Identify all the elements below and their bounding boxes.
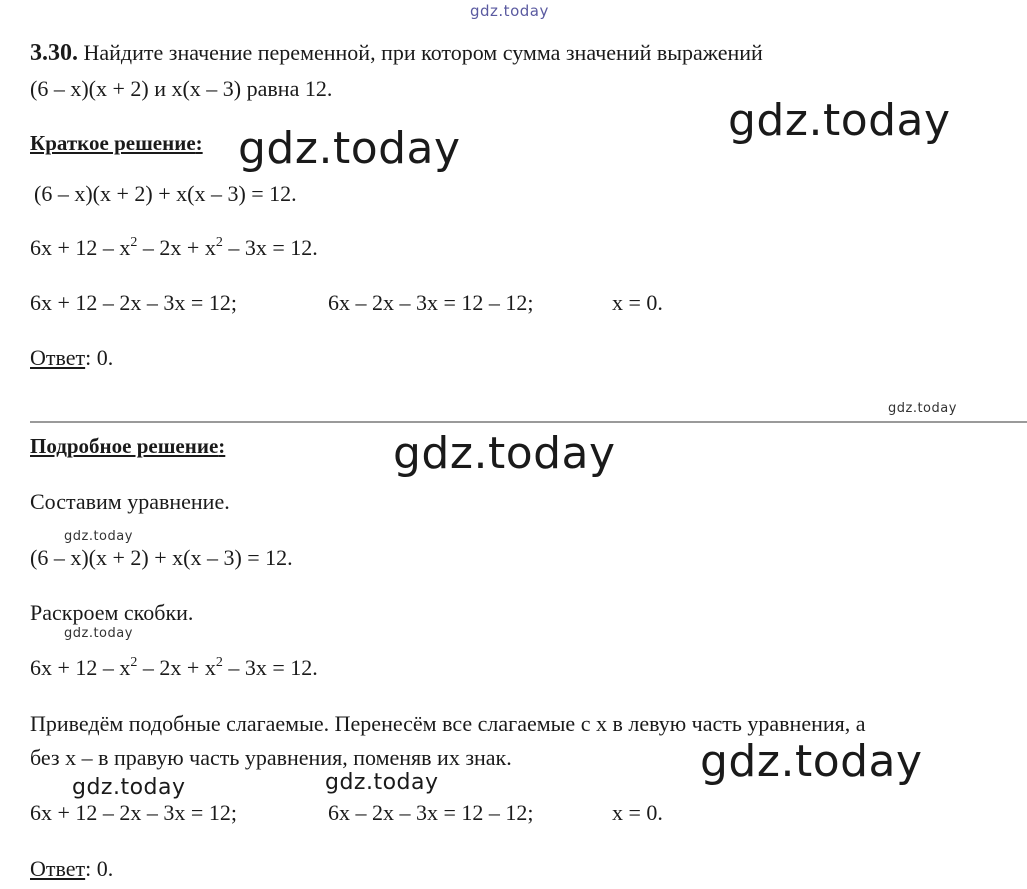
section-divider <box>30 421 1027 423</box>
detailed-equation-3b: 6x – 2x – 3x = 12 – 12; <box>328 800 534 825</box>
answer-label: Ответ <box>30 345 86 370</box>
eq-part: – 3x = 12. <box>222 235 318 260</box>
detailed-step-3-line1: Приведём подобные слагаемые. Перенесём все слагаемые с x в левую часть уравнения, а <box>30 711 866 736</box>
short-equation-2 <box>30 235 318 261</box>
short-answer <box>30 345 113 371</box>
short-equation-3c: x = 0. <box>612 290 663 315</box>
detailed-equation-2 <box>30 655 318 681</box>
watermark-large-right: gdz.today <box>728 95 951 146</box>
eq-part: – 2x + x <box>137 655 216 680</box>
detailed-answer <box>30 856 113 882</box>
exponent: 2 <box>215 655 223 670</box>
short-equation-1: (6 – x)(x + 2) + x(x – 3) = 12. <box>34 181 297 206</box>
watermark-large-center: gdz.today <box>393 428 616 479</box>
problem-statement-line1 <box>30 40 763 66</box>
detailed-solution-heading <box>30 434 225 459</box>
watermark-small-divider: gdz.today <box>888 401 957 416</box>
short-heading-colon: : <box>195 131 203 155</box>
short-solution-heading <box>30 131 203 156</box>
watermark-small-2: gdz.today <box>64 626 133 641</box>
detailed-equation-1: (6 – x)(x + 2) + x(x – 3) = 12. <box>30 545 293 570</box>
detailed-step-3-line2: без x – в правую часть уравнения, поменяв их знак. <box>30 745 512 770</box>
watermark-large-left: gdz.today <box>238 123 461 174</box>
watermark-small-1: gdz.today <box>64 529 133 544</box>
eq-part: – 2x + x <box>137 235 216 260</box>
detailed-step-2: Раскроем скобки. <box>30 600 194 625</box>
problem-number: 3.30. <box>30 40 78 66</box>
detailed-equation-3c: x = 0. <box>612 800 663 825</box>
answer-value: : 0. <box>85 345 114 370</box>
watermark-mid-2: gdz.today <box>325 770 439 795</box>
eq-part: – 3x = 12. <box>222 655 318 680</box>
answer-value: : 0. <box>85 856 114 881</box>
watermark-large-bottom: gdz.today <box>700 736 923 787</box>
short-equation-3b: 6x – 2x – 3x = 12 – 12; <box>328 290 534 315</box>
problem-text: Найдите значение переменной, при котором сумма значений выражений <box>83 40 763 65</box>
short-heading-text: Краткое решение <box>30 131 196 155</box>
detailed-heading-colon: : <box>218 434 226 458</box>
eq-part: 6x + 12 – x <box>30 235 131 260</box>
detailed-heading-text: Подробное решение <box>30 434 219 458</box>
short-equation-3a: 6x + 12 – 2x – 3x = 12; <box>30 290 237 315</box>
answer-label: Ответ <box>30 856 86 881</box>
exponent: 2 <box>130 235 138 250</box>
watermark-mid-1: gdz.today <box>72 775 186 800</box>
eq-part: 6x + 12 – x <box>30 655 131 680</box>
watermark-top: gdz.today <box>470 2 549 20</box>
detailed-equation-3a: 6x + 12 – 2x – 3x = 12; <box>30 800 237 825</box>
exponent: 2 <box>130 655 138 670</box>
exponent: 2 <box>215 235 223 250</box>
detailed-step-1: Составим уравнение. <box>30 489 230 514</box>
problem-statement-line2: (6 – x)(x + 2) и x(x – 3) равна 12. <box>30 76 333 101</box>
